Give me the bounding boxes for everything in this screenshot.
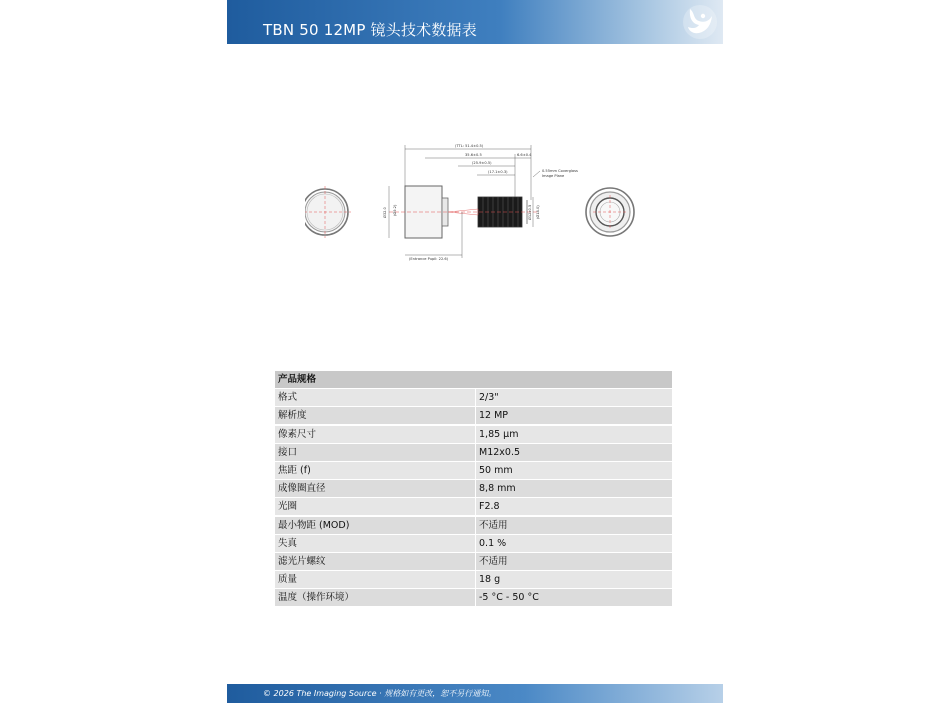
spec-key: 失真 xyxy=(275,535,475,552)
spec-key: 像素尺寸 xyxy=(275,426,475,443)
table-row xyxy=(275,389,672,406)
spec-key: 格式 xyxy=(275,389,475,406)
spec-key: 成像圈直径 xyxy=(275,480,475,497)
table-row xyxy=(275,462,672,479)
spec-key: 焦距 (f) xyxy=(275,462,475,479)
table-row xyxy=(275,480,672,497)
note-coverglass: 0.55mm Coverglass xyxy=(542,169,578,173)
spec-key: 接口 xyxy=(275,444,475,461)
spec-table xyxy=(275,371,672,607)
spec-value: 8,8 mm xyxy=(476,480,672,497)
front-view xyxy=(305,186,351,238)
spec-table-heading: 产品规格 xyxy=(275,371,672,388)
rear-view xyxy=(586,188,634,236)
spec-value: M12x0.5 xyxy=(476,444,672,461)
footer-banner xyxy=(227,684,723,703)
table-row xyxy=(275,426,672,443)
datasheet-page xyxy=(227,0,723,703)
table-row xyxy=(275,535,672,552)
page-title: TBN 50 12MP 镜头技术数据表 xyxy=(263,21,477,39)
dim-thread: (17.1±0.3) xyxy=(488,170,508,174)
spec-value: 1,85 µm xyxy=(476,426,672,443)
table-row xyxy=(275,517,672,534)
spec-key: 解析度 xyxy=(275,407,475,424)
dim-mount-diameter: (Ø14.0) xyxy=(536,205,540,219)
spec-value: 2/3" xyxy=(476,389,672,406)
dim-flange: 6.6±0.4 xyxy=(517,153,532,157)
header-banner xyxy=(227,0,723,44)
lens-technical-drawing xyxy=(305,140,645,265)
spec-value: 不适用 xyxy=(476,553,672,570)
table-row xyxy=(275,553,672,570)
dim-body-length: 35.6±0.5 xyxy=(465,153,482,157)
spec-value: 50 mm xyxy=(476,462,672,479)
company-logo-icon xyxy=(681,3,719,41)
side-view xyxy=(389,145,540,258)
note-image-plane: Image Plane xyxy=(542,174,565,178)
table-row xyxy=(275,444,672,461)
spec-key: 光圈 xyxy=(275,498,475,515)
spec-key: 质量 xyxy=(275,571,475,588)
table-row xyxy=(275,498,672,515)
spec-key: 最小物距 (MOD) xyxy=(275,517,475,534)
table-row xyxy=(275,571,672,588)
spec-value: 不适用 xyxy=(476,517,672,534)
dim-ttl: (TTL: 51.4±0.5) xyxy=(455,144,484,148)
dim-rear: (25.9±0.5) xyxy=(472,161,492,165)
dim-thread-diameter: Ø12x0.5 xyxy=(528,204,532,220)
footer-copyright: © 2026 The Imaging Source · 规格如有更改，恕不另行通知。 xyxy=(263,689,497,698)
spec-key: 温度（操作环境） xyxy=(275,589,475,606)
spec-value: 18 g xyxy=(476,571,672,588)
spec-key: 滤光片螺纹 xyxy=(275,553,475,570)
dim-outer-diameter: Ø32.0 xyxy=(383,207,387,218)
dim-pupil-diameter: (Ø9.2) xyxy=(393,204,397,216)
spec-value: 12 MP xyxy=(476,407,672,424)
spec-value: 0.1 % xyxy=(476,535,672,552)
spec-value: F2.8 xyxy=(476,498,672,515)
spec-value: -5 °C - 50 °C xyxy=(476,589,672,606)
table-row xyxy=(275,589,672,606)
dim-entrance-pupil: (Entrance Pupil: 22.6) xyxy=(409,257,449,261)
table-row xyxy=(275,407,672,424)
